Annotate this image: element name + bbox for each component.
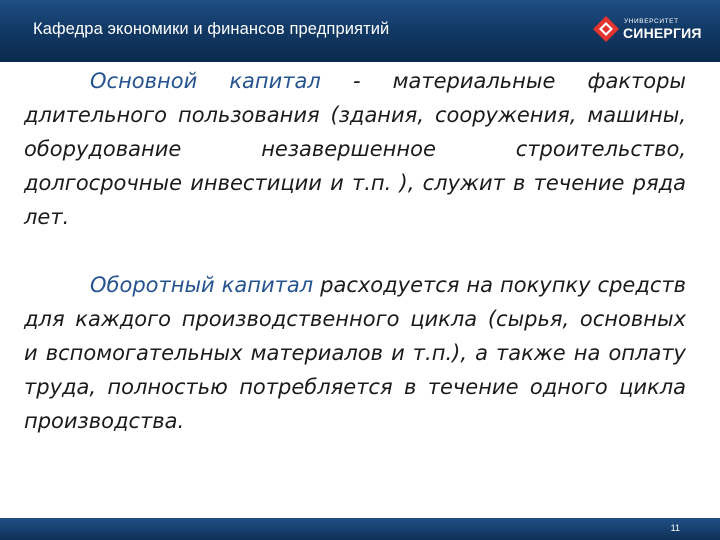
slide-header bbox=[0, 0, 720, 62]
slide-footer bbox=[0, 518, 720, 540]
definition-working-capital: расходуется на покупку средств для каждого производственного цикла (сырья, основных и вспомогательных материалов и т.п.), а также на оплату труда, полностью потребляется в течение одного цикла производства. bbox=[24, 273, 686, 433]
synergy-logo-icon bbox=[592, 15, 620, 43]
page-number: 11 bbox=[670, 523, 680, 533]
paragraph-working-capital bbox=[24, 268, 686, 438]
term-working-capital: Оборотный капитал bbox=[90, 273, 314, 297]
paragraph-fixed-capital bbox=[24, 64, 686, 234]
logo-title: СИНЕРГИЯ bbox=[623, 25, 702, 41]
logo-subtitle: УНИВЕРСИТЕТ bbox=[624, 18, 679, 25]
definition-fixed-capital: - материальные факторы длительного пользования (здания, сооружения, машины, оборудование незавершенное строительство, долгосрочные инвестиции и т.п. ), служит в течение ряда лет. bbox=[24, 69, 686, 229]
department-title: Кафедра экономики и финансов предприятий bbox=[33, 20, 390, 38]
synergy-logo bbox=[592, 12, 702, 50]
term-fixed-capital: Основной капитал bbox=[90, 69, 321, 93]
slide-body bbox=[24, 64, 686, 438]
